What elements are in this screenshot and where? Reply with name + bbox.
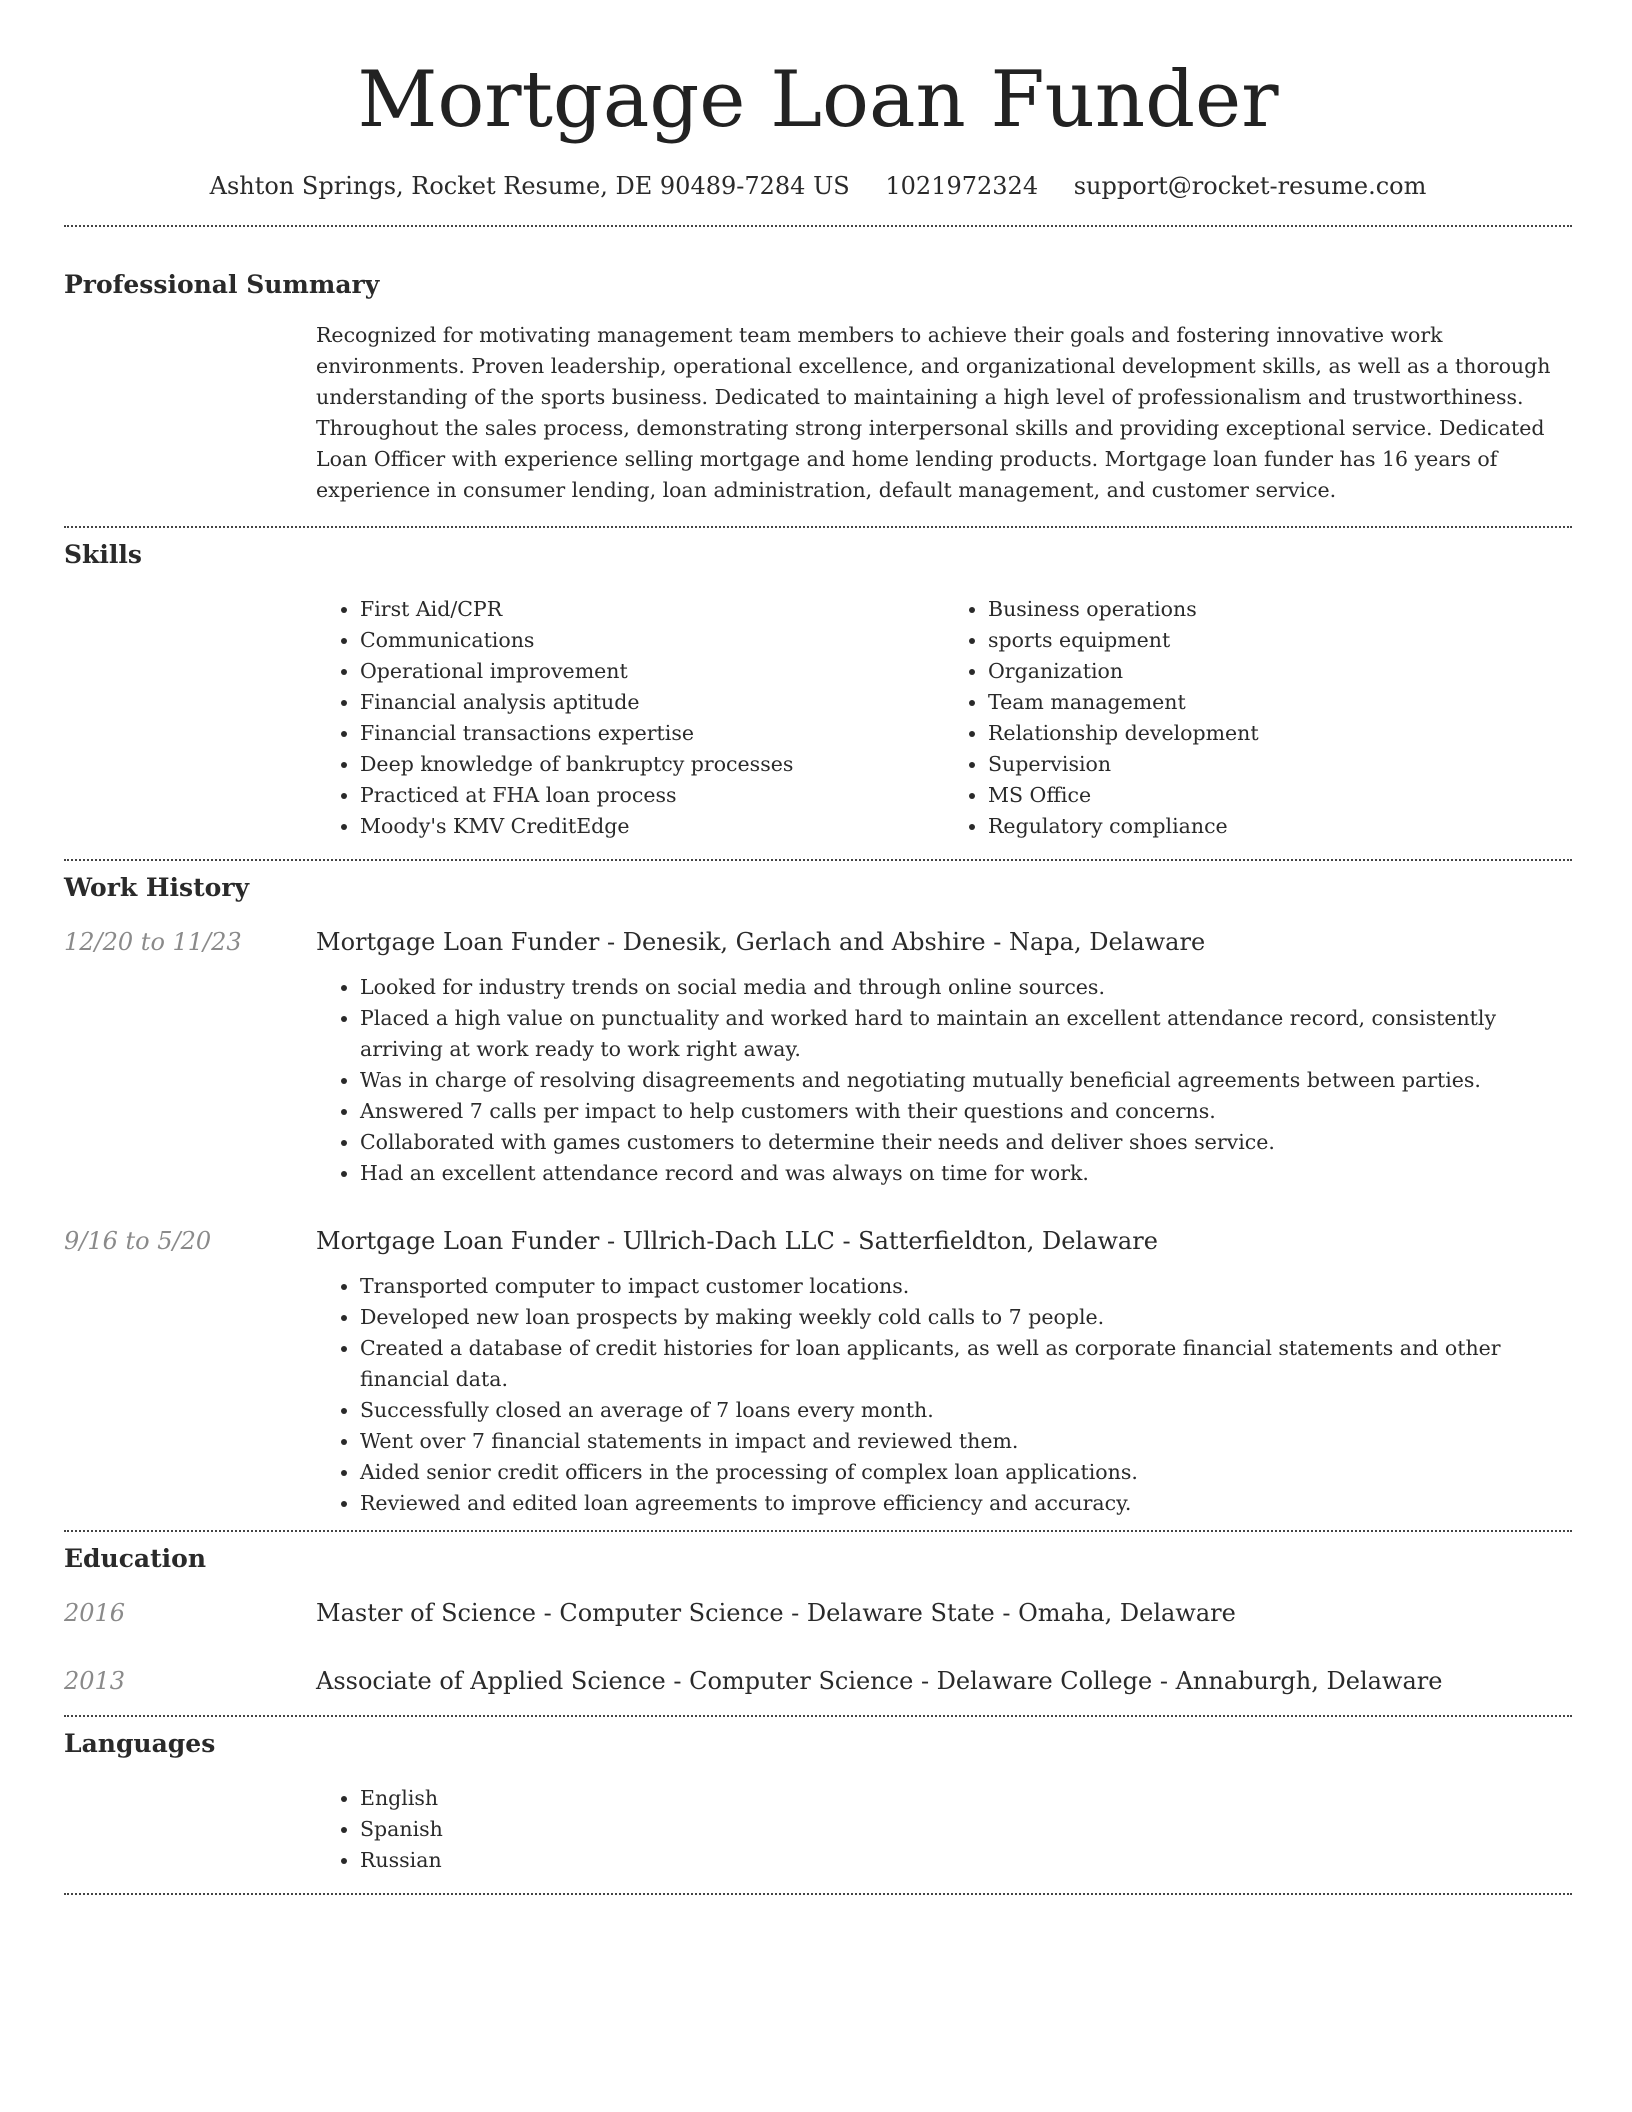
- education-year: 2016: [64, 1599, 126, 1627]
- education-degree: Master of Science - Computer Science - Delaware State - Omaha, Delaware: [316, 1599, 1236, 1627]
- job-header: [64, 926, 1572, 958]
- skill-item: • Deep knowledge of bankruptcy processes: [360, 749, 944, 780]
- divider: [64, 859, 1572, 861]
- resume-name: Mortgage Loan Funder: [357, 55, 1279, 145]
- job-bullets: [316, 972, 1572, 1189]
- job-dates: 12/20 to 11/23: [64, 928, 242, 956]
- education-year: 2013: [64, 1667, 126, 1695]
- section-title-summary: Professional Summary: [64, 270, 380, 299]
- skill-item: • Supervision: [988, 749, 1572, 780]
- divider: [64, 225, 1572, 227]
- education-section: [64, 1543, 1572, 1697]
- divider: [64, 1715, 1572, 1717]
- skill-item: • Regulatory compliance: [988, 811, 1572, 842]
- skill-item: • Relationship development: [988, 718, 1572, 749]
- job-bullet: • Aided senior credit officers in the processing of complex loan applications.: [360, 1457, 1572, 1488]
- resume-page: [64, 0, 1572, 1895]
- contact-line: [64, 170, 1572, 202]
- job-bullet: • Was in charge of resolving disagreements and negotiating mutually beneficial agreements between parties.: [360, 1065, 1572, 1096]
- job-entry: [64, 926, 1572, 1189]
- contact-email: support@rocket-resume.com: [1073, 172, 1427, 200]
- language-item: • Spanish: [360, 1814, 1572, 1845]
- job-bullet: • Created a database of credit histories for loan applicants, as well as corporate financial statements and other financial data.: [360, 1333, 1572, 1395]
- education-item: [64, 1597, 1572, 1629]
- skill-item: • Practiced at FHA loan process: [360, 780, 944, 811]
- contact-phone: 1021972324: [885, 172, 1039, 200]
- job-bullet: • Reviewed and edited loan agreements to improve efficiency and accuracy.: [360, 1488, 1572, 1519]
- job-bullet: • Looked for industry trends on social media and through online sources.: [360, 972, 1572, 1003]
- section-title-languages: Languages: [64, 1729, 216, 1758]
- skill-item: • Team management: [988, 687, 1572, 718]
- job-bullets: [316, 1271, 1572, 1519]
- language-item: • English: [360, 1783, 1572, 1814]
- education-degree: Associate of Applied Science - Computer Science - Delaware College - Annaburgh, Delaware: [316, 1667, 1443, 1695]
- divider: [64, 1893, 1572, 1895]
- summary-section: [64, 269, 1572, 506]
- skills-section: [64, 539, 1572, 842]
- job-bullet: • Placed a high value on punctuality and worked hard to maintain an excellent attendance record, consistently arriving at work ready to work right away.: [360, 1003, 1572, 1065]
- skill-item: • sports equipment: [988, 625, 1572, 656]
- job-bullet: • Collaborated with games customers to determine their needs and deliver shoes service.: [360, 1127, 1572, 1158]
- job-bullets-wrap: [316, 1271, 1572, 1519]
- job-bullet: • Successfully closed an average of 7 loans every month.: [360, 1395, 1572, 1426]
- languages-wrap: [316, 1783, 1572, 1876]
- skills-grid: [316, 594, 1572, 842]
- languages-list: [316, 1783, 1572, 1876]
- skill-item: • First Aid/CPR: [360, 594, 944, 625]
- job-bullet: • Transported computer to impact customer locations.: [360, 1271, 1572, 1302]
- skill-item: • Moody's KMV CreditEdge: [360, 811, 944, 842]
- work-section: [64, 872, 1572, 1519]
- job-bullet: • Answered 7 calls per impact to help customers with their questions and concerns.: [360, 1096, 1572, 1127]
- education-item: [64, 1665, 1572, 1697]
- skill-item: • Business operations: [988, 594, 1572, 625]
- section-title-education: Education: [64, 1544, 207, 1573]
- section-title-work: Work History: [64, 873, 250, 902]
- job-bullets-wrap: [316, 972, 1572, 1189]
- skills-list-left: [316, 594, 944, 842]
- job-entry: [64, 1225, 1572, 1519]
- job-header: [64, 1225, 1572, 1257]
- skill-item: • MS Office: [988, 780, 1572, 811]
- job-bullet: • Had an excellent attendance record and was always on time for work.: [360, 1158, 1572, 1189]
- language-item: • Russian: [360, 1845, 1572, 1876]
- skill-item: • Financial analysis aptitude: [360, 687, 944, 718]
- languages-section: [64, 1728, 1572, 1876]
- job-bullet: • Went over 7 financial statements in impact and reviewed them.: [360, 1426, 1572, 1457]
- job-bullet: • Developed new loan prospects by making weekly cold calls to 7 people.: [360, 1302, 1572, 1333]
- job-heading: Mortgage Loan Funder - Denesik, Gerlach and Abshire - Napa, Delaware: [316, 928, 1206, 956]
- job-dates: 9/16 to 5/20: [64, 1227, 212, 1255]
- skill-item: • Communications: [360, 625, 944, 656]
- skill-item: • Operational improvement: [360, 656, 944, 687]
- contact-address: Ashton Springs, Rocket Resume, DE 90489-7284 US: [209, 172, 850, 200]
- skill-item: • Financial transactions expertise: [360, 718, 944, 749]
- section-title-skills: Skills: [64, 540, 142, 569]
- divider: [64, 1530, 1572, 1532]
- skill-item: • Organization: [988, 656, 1572, 687]
- job-heading: Mortgage Loan Funder - Ullrich-Dach LLC - Satterfieldton, Delaware: [316, 1227, 1158, 1255]
- skills-list-right: [944, 594, 1572, 842]
- divider: [64, 526, 1572, 528]
- summary-text: Recognized for motivating management team members to achieve their goals and fostering innovative work environments. Proven leadership, operational excellence, and organizational development skills, as well as a thorough understanding of the sports business. Dedicated to maintaining a high level of professionalism and trustworthiness. Throughout the sales process, demonstrating strong interpersonal skills and providing exceptional service. Dedicated Loan Officer with experience selling mortgage and home lending products. Mortgage loan funder has 16 years of experience in consumer lending, loan administration, default management, and customer service.: [316, 323, 1551, 502]
